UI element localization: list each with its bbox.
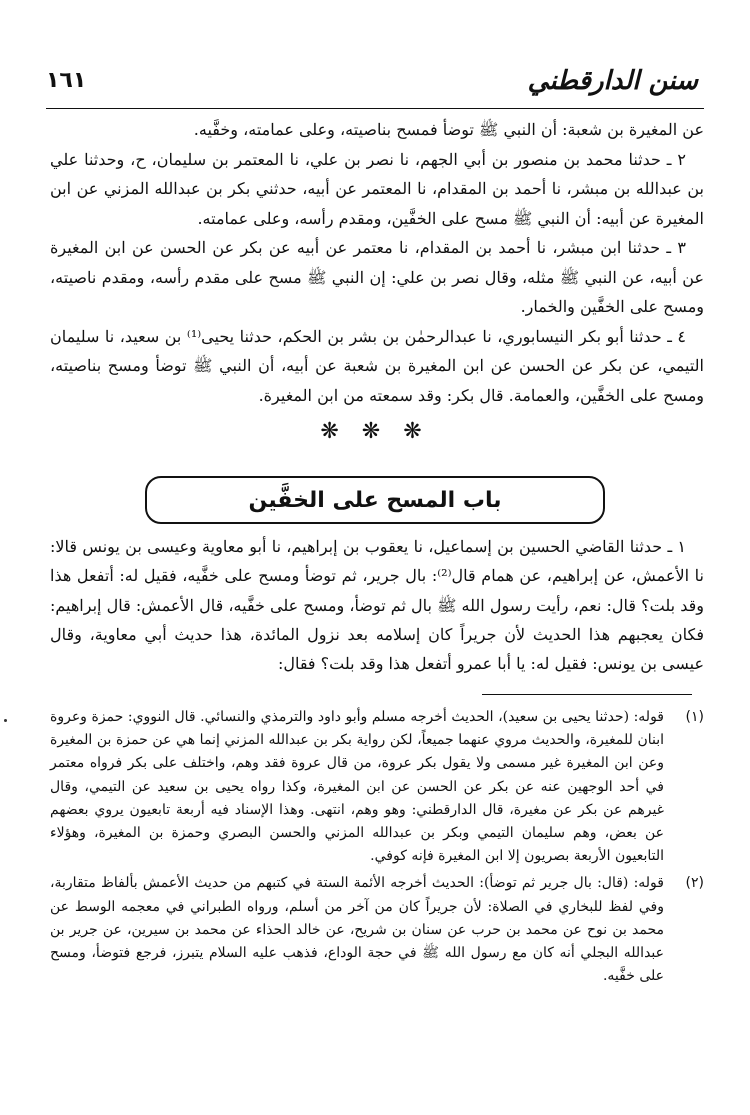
hadith-paragraph: ٢ ـ حدثنا محمد بن منصور بن أبي الجهم، نا نصر بن علي، نا المعتمر بن سليمان، ح، وحدثنا علي بن عبدالله بن مبشر، نا أحمد بن المقدام، نا المعتمر عن أبيه، حدثني بكر بن عبدالله المزني عن ابن المغيرة عن أبيه: أن النبي ﷺ مسح على الخفَّين، ومقدم رأسه، وعلى عمامته. [50, 149, 704, 228]
hadith-paragraph: ٣ ـ حدثنا ابن مبشر، نا أحمد بن المقدام، نا معتمر عن أبيه عن بكر عن الحسن عن ابن المغيرة عن أبيه، عن النبي ﷺ مثله، وقال نصر بن علي: إن النبي ﷺ مسح على مقدم رأسه، ومقدم ناصيته، ومسح على الخفَّين والخمار. [50, 238, 704, 316]
section-separator-ornament: ❋ ❋ ❋ [320, 419, 430, 444]
footnote-number: (١) [685, 709, 704, 725]
hadith-paragraph: ٤ ـ حدثنا أبو بكر النيسابوري، نا عبدالرحمٰن بن بشر بن الحكم، حدثنا يحيى⁽¹⁾ بن سعيد، نا سليمان التيمي، عن بكر عن الحسن عن ابن المغيرة بن شعبة عن أبيه، أن النبي ﷺ توضأ ومسح بناصيته، ومسح على الخفَّين، والعمامة. قال بكر: وقد سمعته من ابن المغيرة. [50, 326, 704, 405]
header-divider [46, 108, 704, 109]
footnote-divider [482, 694, 692, 695]
footnote-text: قوله: (قال: بال جرير ثم توضأ): الحديث أخرجه الأئمة الستة في كتبهم من حديث الأعمش بألفاظ متقاربة، وفي لفظ للبخاري في الصلاة: لأن جريراً كان من آخر من أسلم، ورواه الطبراني في معجمه الوسط عن محمد بن نوح عن محمد بن حرب عن سنان بن شريح، عن خالد الحذاء عن محمد بن سيرين، عن جرير بن عبدالله البجلي أنه كان مع رسول الله ﷺ في حجة الوداع، فذهب عليه السلام يتبرز، فرجع فتوضأ، ومسح على خفَّيه. [50, 875, 664, 985]
footnote [50, 872, 704, 988]
hadith-block [50, 115, 704, 410]
hadith-paragraph: ١ ـ حدثنا القاضي الحسين بن إسماعيل، نا يعقوب بن إبراهيم، نا أبو معاوية وعيسى بن يونس قالا: نا الأعمش، عن إبراهيم، عن همام قال⁽²⁾: بال جرير، ثم توضأ ومسح على خفَّيه، فقيل له: أتفعل هذا وقد بلت؟ قال: نعم، رأيت رسول الله ﷺ بال ثم توضأ، ومسح على خفَّيه، قال الأعمش: قال إبراهيم: فكان يعجبهم هذا الحديث لأن جريراً كان إسلامه بعد نزول المائدة، هذا حديث أبي معاوية، وقال عيسى بن يونس: فقيل له: يا أبا عمرو أتفعل هذا وقد بلت؟ فقال: [50, 537, 704, 674]
footnote-text: قوله: (حدثنا يحيى بن سعيد)، الحديث أخرجه مسلم وأبو داود والترمذي والنسائي. قال النووي: حمزة وعروة ابنان للمغيرة، والحديث مروي عنهما جميعاً، لكن رواية بكر بن عبدالله المزني إنما هي عن حمزة بن المغيرة وعن ابن المغيرة غير مسمى ولا يقول بكر عروة، من قال عروة فقد وهم، واختلف على بكر فرواه معتمر في أحد الوجهين عنه عن بكر عن الحسن عن ابن المغيرة، وكذا رواه يحيى بن سعيد عن التيمي، وقال غيرهم عن بكر عن مغيرة، قال الدارقطني: وهو وهم، انتهى. وهذا الإسناد فيه أربعة تابعيون يروي بعضهم عن بعض، وهم سليمان التيمي وبكر بن عبدالله المزني والحسن البصري وحمزة بن المغيرة، وهؤلاء التابعيون الأربعة بصريون إلا ابن المغيرة فإنه كوفي. [50, 709, 665, 865]
footnote-number: (٢) [685, 875, 704, 892]
footnotes [50, 706, 704, 988]
chapter-heading [145, 476, 605, 524]
chapter-title: باب المسح على الخفَّين [248, 487, 502, 513]
page-number: ١٦١ [46, 68, 87, 93]
chapter-body [50, 532, 704, 678]
footnote [50, 706, 704, 868]
running-header-title: سنن الدارقطني [527, 66, 698, 96]
hadith-paragraph: عن المغيرة بن شعبة: أن النبي ﷺ توضأ فمسح بناصيته، وعلى عمامته، وخفَّيه. [193, 120, 704, 139]
margin-mark [4, 719, 7, 722]
